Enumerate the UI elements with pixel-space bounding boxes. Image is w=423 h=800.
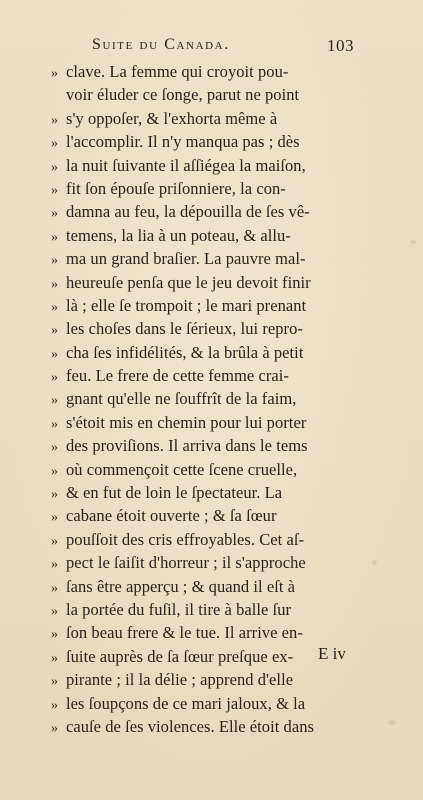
quote-mark: » [51, 323, 58, 339]
quote-mark: » [51, 370, 58, 386]
text-line [51, 224, 351, 247]
text-line [51, 411, 351, 434]
signature-mark: E iv [318, 644, 346, 663]
line-text: pirante ; il la délie ; apprend d'elle [66, 670, 294, 690]
text-line [51, 692, 351, 715]
line-text: s'étoit mis en chemin pour lui porter [66, 412, 307, 432]
quote-mark: » [51, 346, 58, 362]
quote-mark: » [51, 674, 58, 690]
text-line [51, 668, 351, 691]
text-line [51, 317, 351, 340]
quote-mark: » [51, 580, 58, 596]
quote-mark: » [51, 487, 58, 503]
line-text: feu. Le frere de cette femme crai- [66, 366, 289, 386]
text-line [51, 294, 351, 317]
text-line [51, 60, 351, 83]
line-text: les choſes dans le ſérieux, lui repro- [66, 319, 303, 339]
line-text: la nuit ſuivante il aſſiégea la maiſon, [66, 155, 306, 175]
quote-mark: » [51, 440, 58, 456]
line-text: damna au feu, la dépouilla de ſes vê- [66, 202, 310, 222]
quote-mark: » [51, 136, 58, 152]
quote-mark: » [51, 159, 58, 175]
quote-mark: » [51, 697, 58, 713]
page-header [84, 36, 354, 60]
line-text: heureuſe penſa que le jeu devoit finir [66, 272, 311, 292]
quote-mark: » [51, 533, 58, 549]
text-line [51, 575, 351, 598]
quote-mark: » [51, 627, 58, 643]
text-line [51, 271, 351, 294]
line-text: fit ſon épouſe priſonniere, la con- [66, 178, 286, 198]
line-text: cauſe de ſes violences. Elle étoit dans [66, 716, 314, 736]
line-text: pouſſoit des cris effroyables. Cet aſ- [66, 529, 305, 549]
text-line [51, 504, 351, 527]
quote-mark: » [51, 112, 58, 128]
running-title: Suite du Canada. [92, 36, 230, 53]
line-text: ſon beau frere & le tue. Il arrive en- [66, 623, 303, 643]
line-text: gnant qu'elle ne ſouffrît de la faim, [66, 389, 297, 409]
quote-mark: » [51, 720, 58, 736]
text-line [51, 621, 351, 644]
line-text: des proviſions. Il arriva dans le tems [66, 436, 308, 456]
text-line [51, 364, 351, 387]
line-text: ſans être apperçu ; & quand il eſt à [66, 576, 296, 596]
paper-stain [410, 240, 416, 244]
line-text: ſuite auprès de ſa ſœur preſque ex- [66, 646, 294, 666]
line-text: cabane étoit ouverte ; & ſa ſœur [66, 506, 277, 526]
line-text: ma un grand braſier. La pauvre mal- [66, 249, 306, 269]
quote-mark: » [51, 510, 58, 526]
text-line [51, 83, 351, 106]
text-line [51, 247, 351, 270]
quote-mark: » [51, 416, 58, 432]
quote-mark: » [51, 66, 58, 81]
text-line [51, 458, 351, 481]
text-line [51, 130, 351, 153]
text-line [51, 177, 351, 200]
quote-mark: » [51, 603, 58, 619]
text-line [51, 645, 351, 668]
quote-mark: » [51, 650, 58, 666]
body-text [51, 60, 351, 738]
line-text: clave. La femme qui croyoit pou- [66, 62, 289, 81]
line-text: temens, la lia à un poteau, & allu- [66, 225, 291, 245]
quote-mark: » [51, 276, 58, 292]
text-line [51, 528, 351, 551]
quote-mark: » [51, 182, 58, 198]
line-text: voir éluder ce ſonge, parut ne point [66, 85, 300, 105]
line-text: pect le ſaiſit d'horreur ; il s'approche [66, 553, 306, 573]
quote-mark: » [51, 463, 58, 479]
quote-mark: » [51, 393, 58, 409]
text-line [51, 481, 351, 504]
line-text: là ; elle ſe trompoit ; le mari prenant [66, 295, 307, 315]
text-line [51, 551, 351, 574]
line-text: s'y oppoſer, & l'exhorta même à [66, 108, 278, 128]
text-line [51, 598, 351, 621]
text-line [51, 434, 351, 457]
page-number: 103 [327, 36, 354, 55]
text-line [51, 387, 351, 410]
line-text: l'accomplir. Il n'y manqua pas ; dès [66, 132, 300, 152]
line-text: où commençoit cette ſcene cruelle, [66, 459, 298, 479]
text-line [51, 715, 351, 738]
line-text: cha ſes infidélités, & la brûla à petit [66, 342, 304, 362]
quote-mark: » [51, 299, 58, 315]
text-line [51, 107, 351, 130]
text-line [51, 341, 351, 364]
quote-mark: » [51, 206, 58, 222]
line-text: les ſoupçons de ce mari jaloux, & la [66, 693, 306, 713]
text-line [51, 200, 351, 223]
text-line [51, 154, 351, 177]
quote-mark: » [51, 229, 58, 245]
paper-stain [388, 720, 396, 725]
paper-stain [372, 560, 377, 565]
line-text: la portée du fuſil, il tire à balle ſur [66, 599, 292, 619]
quote-mark: » [51, 253, 58, 269]
line-text: & en fut de loin le ſpectateur. La [66, 483, 283, 503]
quote-mark: » [51, 557, 58, 573]
